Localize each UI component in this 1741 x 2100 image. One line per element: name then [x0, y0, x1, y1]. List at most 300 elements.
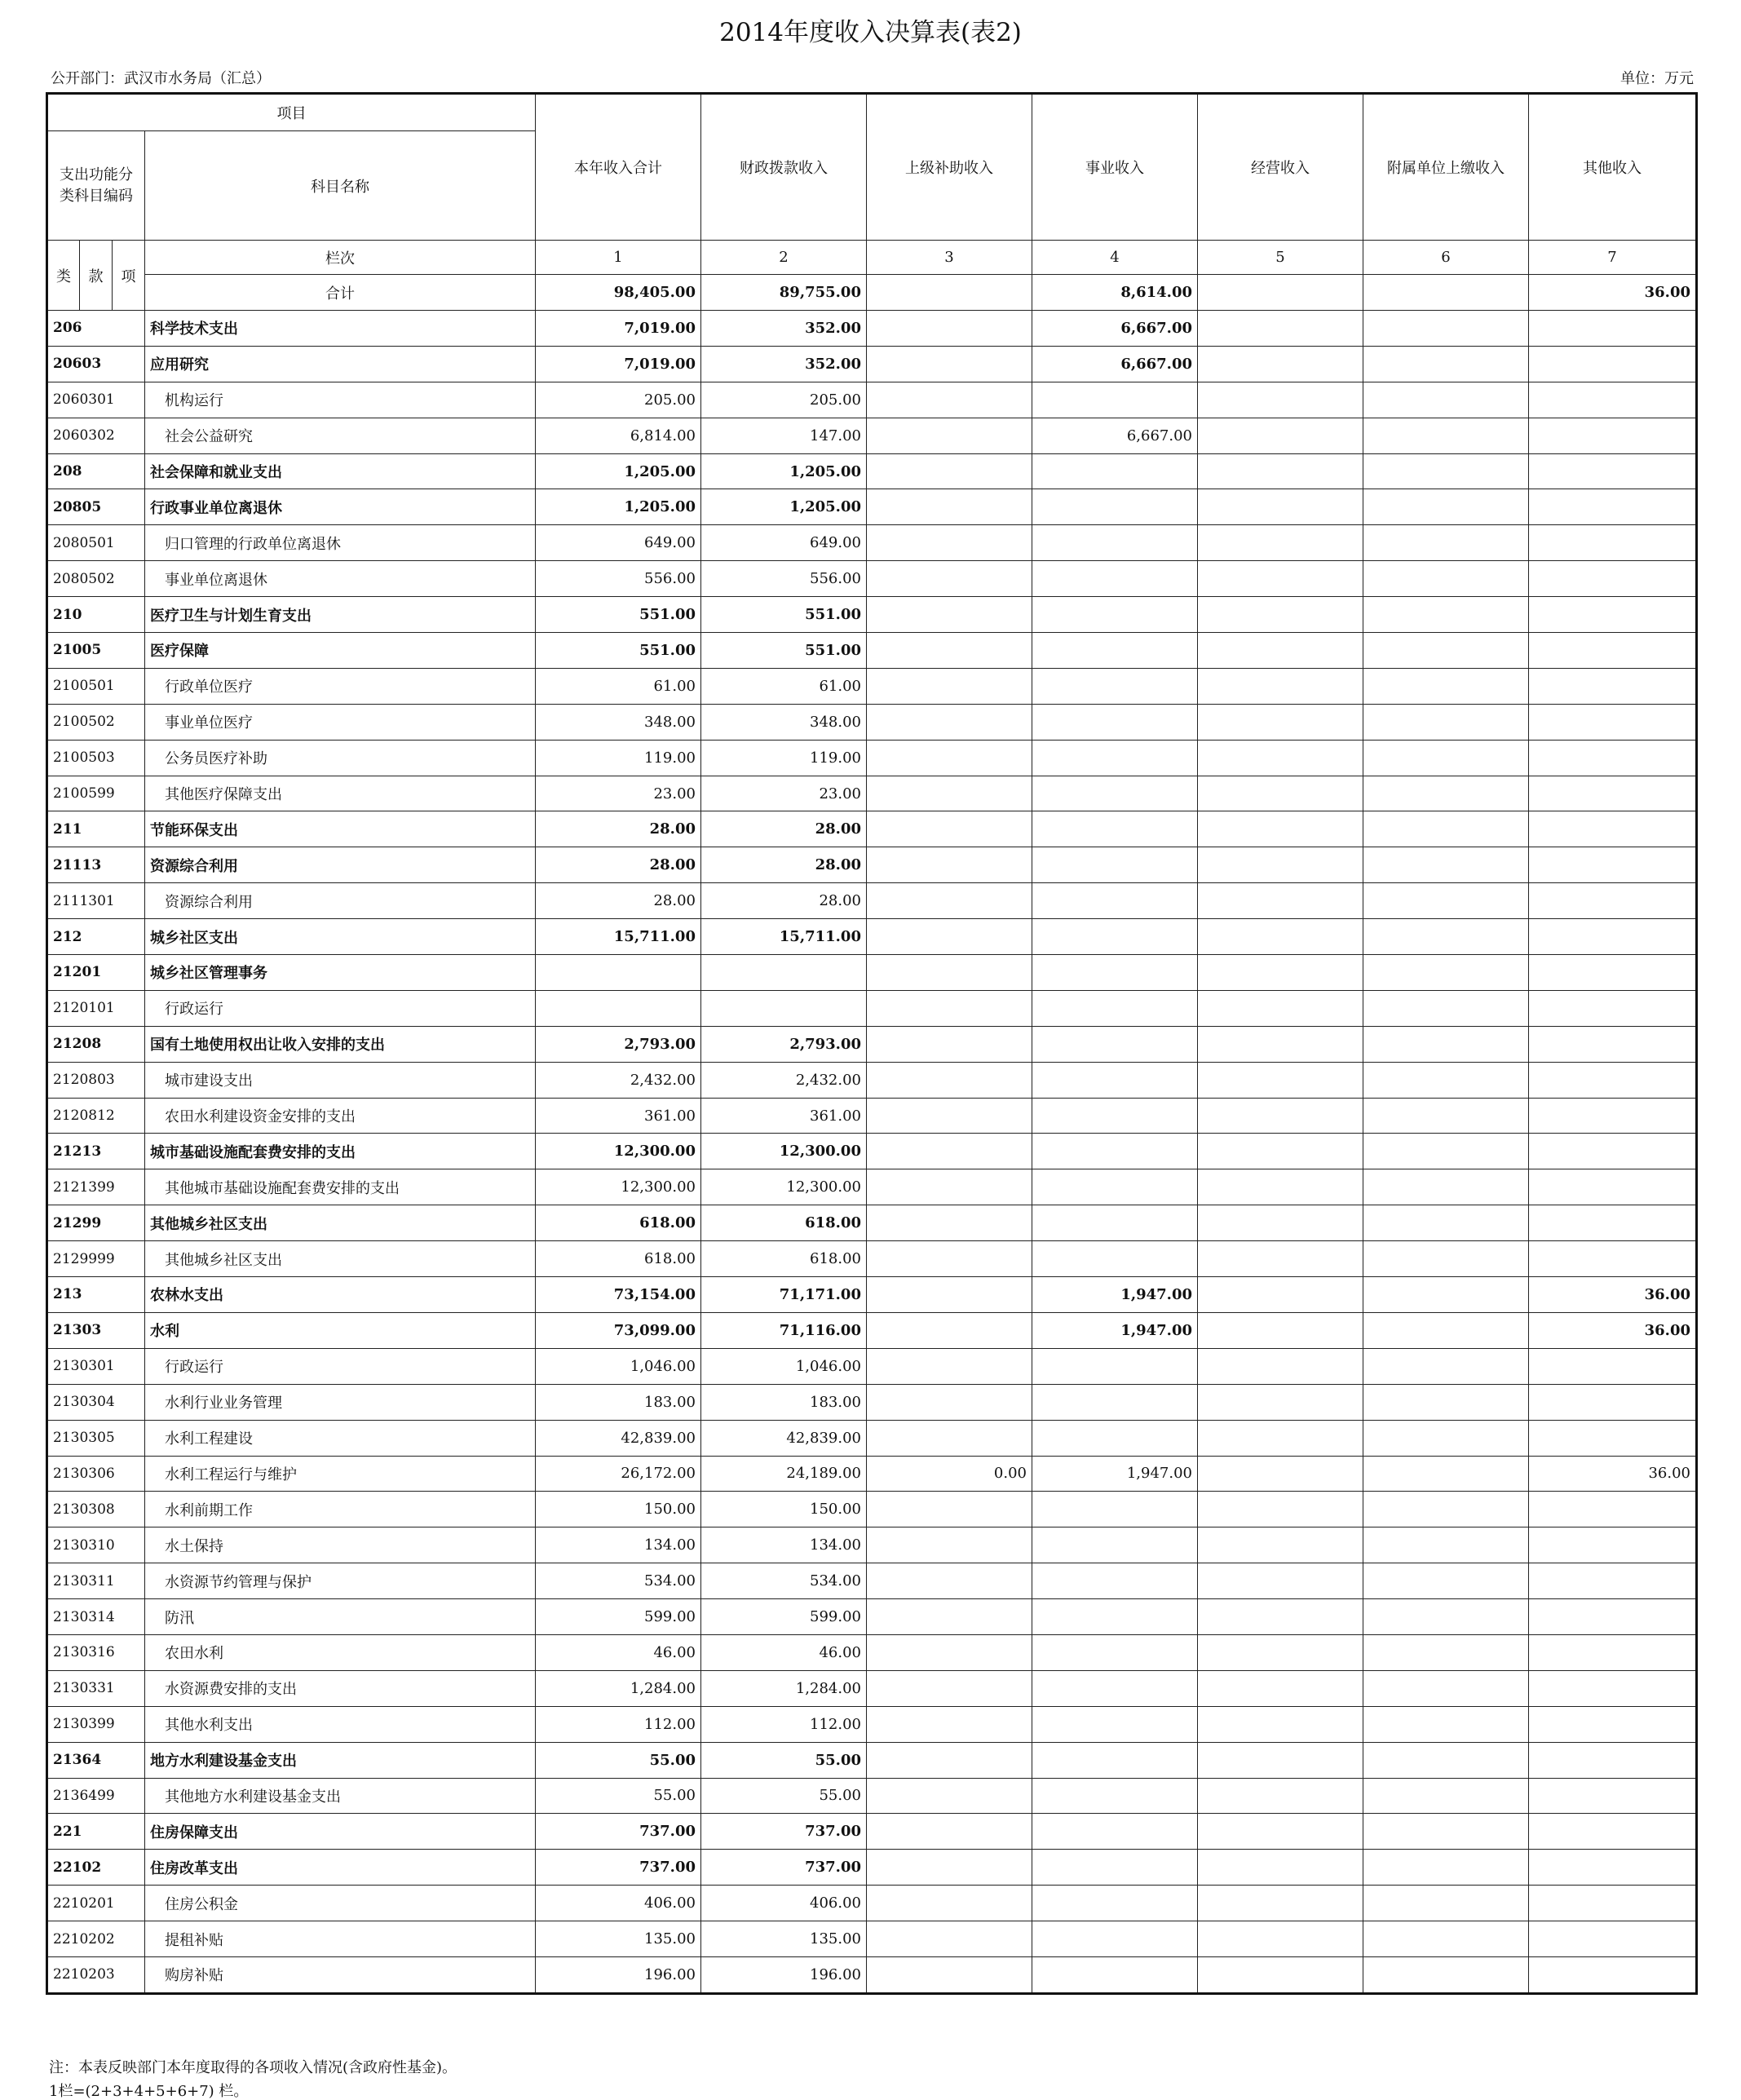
- row-value: [1032, 1169, 1198, 1205]
- table-row: [47, 525, 1697, 561]
- table-row: [47, 1670, 1697, 1706]
- row-code: 21201: [47, 955, 145, 991]
- row-value: [1363, 1348, 1529, 1384]
- unit-label: 单位：万元: [1620, 70, 1694, 87]
- row-value: [867, 489, 1032, 525]
- row-code: 2060301: [47, 382, 145, 418]
- row-value: 26,172.00: [536, 1456, 701, 1492]
- row-code: 2130306: [47, 1456, 145, 1492]
- row-code: 2100599: [47, 776, 145, 811]
- row-value: 73,099.00: [536, 1312, 701, 1348]
- row-value: 1,205.00: [536, 489, 701, 525]
- row-value: 551.00: [701, 633, 867, 669]
- row-value: [1198, 1026, 1363, 1062]
- row-code: 2130316: [47, 1634, 145, 1670]
- row-value: [867, 1348, 1032, 1384]
- row-value: [1198, 1134, 1363, 1169]
- row-value: 12,300.00: [701, 1134, 867, 1169]
- row-name: 其他城乡社区支出: [145, 1241, 536, 1277]
- header-col-2: 财政拨款收入: [701, 94, 867, 241]
- row-value: [1198, 1886, 1363, 1921]
- row-code: 206: [47, 311, 145, 347]
- row-value: 28.00: [536, 883, 701, 919]
- row-value: [1363, 1527, 1529, 1563]
- row-value: [867, 346, 1032, 382]
- header-col-1: 本年收入合计: [536, 94, 701, 241]
- table-row: [47, 1241, 1697, 1277]
- row-value: [1363, 1420, 1529, 1456]
- row-value: 23.00: [701, 776, 867, 811]
- row-value: [1032, 1134, 1198, 1169]
- table-row: [47, 311, 1697, 347]
- row-code: 2111301: [47, 883, 145, 919]
- row-name: 行政单位医疗: [145, 668, 536, 704]
- row-value: 73,154.00: [536, 1277, 701, 1313]
- row-value: [1363, 1134, 1529, 1169]
- row-code: 2130308: [47, 1492, 145, 1527]
- row-name: 城乡社区管理事务: [145, 955, 536, 991]
- table-row: [47, 489, 1697, 525]
- row-name: 事业单位医疗: [145, 704, 536, 740]
- row-value: [1363, 883, 1529, 919]
- row-value: [1529, 1134, 1697, 1169]
- row-name: 地方水利建设基金支出: [145, 1742, 536, 1778]
- header-col-6: 附属单位上缴收入: [1363, 94, 1529, 241]
- table-row: [47, 1062, 1697, 1098]
- row-value: 348.00: [701, 704, 867, 740]
- row-value: 556.00: [536, 561, 701, 597]
- row-value: 61.00: [701, 668, 867, 704]
- row-value: [867, 1277, 1032, 1313]
- row-value: [867, 740, 1032, 776]
- row-value: 649.00: [536, 525, 701, 561]
- table-row: [47, 1098, 1697, 1134]
- row-value: [1198, 1778, 1363, 1814]
- row-value: [1032, 1706, 1198, 1742]
- row-value: 7,019.00: [536, 311, 701, 347]
- row-value: [1529, 1492, 1697, 1527]
- row-value: [536, 955, 701, 991]
- row-code: 2130304: [47, 1384, 145, 1420]
- row-value: 618.00: [701, 1205, 867, 1241]
- table-row: [47, 1420, 1697, 1456]
- row-value: [1363, 668, 1529, 704]
- row-name: 农田水利建设资金安排的支出: [145, 1098, 536, 1134]
- row-value: 649.00: [701, 525, 867, 561]
- row-value: [867, 1241, 1032, 1277]
- row-value: [867, 1742, 1032, 1778]
- row-value: [1363, 1706, 1529, 1742]
- row-code: 211: [47, 811, 145, 847]
- row-name: 医疗卫生与计划生育支出: [145, 597, 536, 633]
- table-row: [47, 847, 1697, 883]
- row-name: 其他水利支出: [145, 1706, 536, 1742]
- row-value: 42,839.00: [701, 1420, 867, 1456]
- table-row: [47, 1850, 1697, 1886]
- row-value: [867, 1312, 1032, 1348]
- row-code: 2130331: [47, 1670, 145, 1706]
- table-row: [47, 1348, 1697, 1384]
- col-no-4: 4: [1032, 241, 1198, 275]
- row-value: [1198, 1563, 1363, 1599]
- row-name: 住房改革支出: [145, 1850, 536, 1886]
- row-value: [1529, 1062, 1697, 1098]
- row-value: [867, 1706, 1032, 1742]
- table-row: [47, 1706, 1697, 1742]
- row-value: [867, 1134, 1032, 1169]
- row-value: [1529, 1706, 1697, 1742]
- row-value: [867, 1956, 1032, 1993]
- row-value: [1529, 1850, 1697, 1886]
- row-value: [1198, 1670, 1363, 1706]
- row-name: 医疗保障: [145, 633, 536, 669]
- row-value: [1032, 1492, 1198, 1527]
- row-name: 城市基础设施配套费安排的支出: [145, 1134, 536, 1169]
- row-value: [1032, 1670, 1198, 1706]
- col-no-3: 3: [867, 241, 1032, 275]
- row-value: 2,432.00: [536, 1062, 701, 1098]
- row-code: 208: [47, 453, 145, 489]
- row-value: [867, 1420, 1032, 1456]
- row-name: 农林水支出: [145, 1277, 536, 1313]
- row-name: 购房补贴: [145, 1956, 536, 1993]
- row-value: [1032, 1599, 1198, 1635]
- row-value: [1032, 1921, 1198, 1957]
- row-value: [1198, 453, 1363, 489]
- row-value: [1363, 1956, 1529, 1993]
- row-value: [1363, 525, 1529, 561]
- row-value: [1363, 1492, 1529, 1527]
- row-value: [1529, 811, 1697, 847]
- row-value: [1198, 1706, 1363, 1742]
- row-value: 36.00: [1529, 1312, 1697, 1348]
- row-value: [867, 1563, 1032, 1599]
- row-value: [1363, 776, 1529, 811]
- row-code: 213: [47, 1277, 145, 1313]
- row-value: 6,667.00: [1032, 346, 1198, 382]
- row-value: [1198, 346, 1363, 382]
- row-value: [1032, 1634, 1198, 1670]
- row-code: 2080502: [47, 561, 145, 597]
- row-value: [1032, 1384, 1198, 1420]
- row-value: [867, 776, 1032, 811]
- row-value: [1032, 1527, 1198, 1563]
- row-value: [1032, 1241, 1198, 1277]
- row-value: [1198, 1420, 1363, 1456]
- row-value: 599.00: [536, 1599, 701, 1635]
- row-value: [867, 1527, 1032, 1563]
- row-value: [867, 1778, 1032, 1814]
- table-row: [47, 1026, 1697, 1062]
- row-value: 23.00: [536, 776, 701, 811]
- col-no-5: 5: [1198, 241, 1363, 275]
- row-name: 行政运行: [145, 990, 536, 1026]
- row-value: [1529, 1026, 1697, 1062]
- row-value: [1032, 1886, 1198, 1921]
- row-value: [1363, 1599, 1529, 1635]
- row-value: [1198, 1850, 1363, 1886]
- row-code: 2130311: [47, 1563, 145, 1599]
- row-value: [1198, 382, 1363, 418]
- row-name: 提租补贴: [145, 1921, 536, 1957]
- row-value: 551.00: [536, 633, 701, 669]
- row-value: [1363, 990, 1529, 1026]
- row-value: 135.00: [536, 1921, 701, 1957]
- table-row: [47, 704, 1697, 740]
- row-code: 2080501: [47, 525, 145, 561]
- row-value: [1529, 1420, 1697, 1456]
- row-value: [1198, 955, 1363, 991]
- department-label: 公开部门：武汉市水务局（汇总）: [51, 70, 271, 87]
- row-value: [867, 1062, 1032, 1098]
- row-value: 46.00: [701, 1634, 867, 1670]
- row-value: [1363, 704, 1529, 740]
- row-name: 其他医疗保障支出: [145, 776, 536, 811]
- row-value: 7,019.00: [536, 346, 701, 382]
- row-code: 221: [47, 1814, 145, 1850]
- row-value: [1198, 311, 1363, 347]
- row-value: [1529, 1921, 1697, 1957]
- row-value: [1032, 382, 1198, 418]
- row-value: [1363, 1886, 1529, 1921]
- row-value: [1198, 704, 1363, 740]
- row-value: [1529, 633, 1697, 669]
- row-value: [1032, 1742, 1198, 1778]
- row-value: [1363, 418, 1529, 453]
- row-value: 61.00: [536, 668, 701, 704]
- table-row: [47, 1277, 1697, 1313]
- row-value: [1529, 1634, 1697, 1670]
- row-code: 2136499: [47, 1778, 145, 1814]
- row-code: 212: [47, 919, 145, 955]
- row-value: [867, 990, 1032, 1026]
- row-value: [867, 1886, 1032, 1921]
- row-code: 21303: [47, 1312, 145, 1348]
- row-value: [1198, 1599, 1363, 1635]
- row-value: [1529, 668, 1697, 704]
- row-value: [1198, 668, 1363, 704]
- row-code: 22102: [47, 1850, 145, 1886]
- row-value: 134.00: [701, 1527, 867, 1563]
- row-value: 618.00: [536, 1205, 701, 1241]
- row-value: [1363, 1169, 1529, 1205]
- row-value: [1363, 633, 1529, 669]
- table-row: [47, 1634, 1697, 1670]
- row-value: [1529, 955, 1697, 991]
- table-row: [47, 1921, 1697, 1957]
- row-name: 资源综合利用: [145, 847, 536, 883]
- row-value: [1363, 1563, 1529, 1599]
- row-value: 1,947.00: [1032, 1312, 1198, 1348]
- row-value: [1529, 1169, 1697, 1205]
- row-value: 134.00: [536, 1527, 701, 1563]
- row-value: 205.00: [536, 382, 701, 418]
- row-value: [1529, 1384, 1697, 1420]
- row-value: 737.00: [536, 1814, 701, 1850]
- row-value: [1032, 990, 1198, 1026]
- row-code: 2130310: [47, 1527, 145, 1563]
- row-value: 71,171.00: [701, 1277, 867, 1313]
- row-name: 社会保障和就业支出: [145, 453, 536, 489]
- row-value: [1363, 1670, 1529, 1706]
- row-code: 2121399: [47, 1169, 145, 1205]
- row-value: [1529, 1670, 1697, 1706]
- row-name: 公务员医疗补助: [145, 740, 536, 776]
- header-item: 项目: [47, 94, 536, 131]
- row-value: [701, 990, 867, 1026]
- row-name: 机构运行: [145, 382, 536, 418]
- row-value: [1363, 1205, 1529, 1241]
- table-row: [47, 1742, 1697, 1778]
- row-value: [1198, 1814, 1363, 1850]
- header-name-label: 科目名称: [145, 131, 536, 241]
- row-value: [1198, 776, 1363, 811]
- row-value: 618.00: [701, 1241, 867, 1277]
- row-name: 住房保障支出: [145, 1814, 536, 1850]
- row-value: 42,839.00: [536, 1420, 701, 1456]
- row-value: [1032, 1850, 1198, 1886]
- table-row: [47, 1134, 1697, 1169]
- row-value: [1529, 704, 1697, 740]
- row-value: [1363, 489, 1529, 525]
- row-value: [867, 561, 1032, 597]
- row-value: [867, 453, 1032, 489]
- row-code: 21213: [47, 1134, 145, 1169]
- row-value: [867, 919, 1032, 955]
- total-value: [1363, 275, 1529, 311]
- table-row: [47, 1886, 1697, 1921]
- row-value: 352.00: [701, 311, 867, 347]
- row-value: 2,432.00: [701, 1062, 867, 1098]
- table-row: [47, 1492, 1697, 1527]
- row-value: [867, 1098, 1032, 1134]
- col-no-2: 2: [701, 241, 867, 275]
- row-value: [1032, 597, 1198, 633]
- row-name: 其他地方水利建设基金支出: [145, 1778, 536, 1814]
- row-value: 737.00: [701, 1850, 867, 1886]
- table-row: [47, 597, 1697, 633]
- row-code: 2210201: [47, 1886, 145, 1921]
- row-value: [536, 990, 701, 1026]
- table-row: [47, 418, 1697, 453]
- row-value: [1529, 1814, 1697, 1850]
- revenue-table: [46, 92, 1698, 1995]
- row-name: 归口管理的行政单位离退休: [145, 525, 536, 561]
- row-value: [867, 1634, 1032, 1670]
- row-value: 2,793.00: [701, 1026, 867, 1062]
- row-value: [867, 382, 1032, 418]
- row-code: 2210203: [47, 1956, 145, 1993]
- row-code: 2130399: [47, 1706, 145, 1742]
- row-value: [1198, 919, 1363, 955]
- row-value: [1198, 597, 1363, 633]
- row-value: 196.00: [536, 1956, 701, 1993]
- row-value: 1,046.00: [536, 1348, 701, 1384]
- row-value: 55.00: [536, 1778, 701, 1814]
- row-code: 21364: [47, 1742, 145, 1778]
- row-value: [1529, 489, 1697, 525]
- row-value: 36.00: [1529, 1277, 1697, 1313]
- row-value: [1032, 847, 1198, 883]
- row-value: 6,667.00: [1032, 311, 1198, 347]
- row-name: 其他城乡社区支出: [145, 1205, 536, 1241]
- row-value: 12,300.00: [536, 1134, 701, 1169]
- row-value: [1363, 1778, 1529, 1814]
- table-row: [47, 1205, 1697, 1241]
- row-value: [1032, 811, 1198, 847]
- row-code: 2100503: [47, 740, 145, 776]
- table-row: [47, 1384, 1697, 1420]
- table-row: [47, 382, 1697, 418]
- row-value: [867, 1670, 1032, 1706]
- row-value: [1529, 1886, 1697, 1921]
- row-value: 2,793.00: [536, 1026, 701, 1062]
- row-code: 21299: [47, 1205, 145, 1241]
- row-code: 20603: [47, 346, 145, 382]
- row-value: 46.00: [536, 1634, 701, 1670]
- row-value: [1198, 1634, 1363, 1670]
- row-value: [1363, 1312, 1529, 1348]
- row-value: 15,711.00: [536, 919, 701, 955]
- row-value: [1198, 1527, 1363, 1563]
- table-row: [47, 1456, 1697, 1492]
- row-value: 183.00: [536, 1384, 701, 1420]
- table-row: [47, 1527, 1697, 1563]
- row-code: 2120812: [47, 1098, 145, 1134]
- col-no-7: 7: [1529, 241, 1697, 275]
- row-value: [1363, 1742, 1529, 1778]
- row-value: [1529, 525, 1697, 561]
- table-row: [47, 776, 1697, 811]
- row-value: [1198, 883, 1363, 919]
- row-name: 应用研究: [145, 346, 536, 382]
- row-value: 112.00: [536, 1706, 701, 1742]
- row-value: 361.00: [536, 1098, 701, 1134]
- row-value: [1363, 346, 1529, 382]
- row-value: [1032, 453, 1198, 489]
- row-value: [867, 1599, 1032, 1635]
- table-row: [47, 919, 1697, 955]
- row-value: 12,300.00: [536, 1169, 701, 1205]
- row-value: [1032, 525, 1198, 561]
- row-value: [1032, 919, 1198, 955]
- row-value: 28.00: [536, 847, 701, 883]
- row-value: [867, 811, 1032, 847]
- row-code: 2210202: [47, 1921, 145, 1957]
- row-value: [1363, 1850, 1529, 1886]
- row-value: [867, 311, 1032, 347]
- row-code: 2130305: [47, 1420, 145, 1456]
- row-value: [1363, 453, 1529, 489]
- row-value: 1,046.00: [701, 1348, 867, 1384]
- row-value: 150.00: [701, 1492, 867, 1527]
- header-col-3: 上级补助收入: [867, 94, 1032, 241]
- row-value: [867, 847, 1032, 883]
- row-value: 119.00: [701, 740, 867, 776]
- row-name: 水资源费安排的支出: [145, 1670, 536, 1706]
- row-name: 农田水利: [145, 1634, 536, 1670]
- row-name: 城乡社区支出: [145, 919, 536, 955]
- row-value: 55.00: [701, 1742, 867, 1778]
- row-value: [1198, 740, 1363, 776]
- row-value: [1198, 418, 1363, 453]
- row-value: [1198, 1312, 1363, 1348]
- row-value: [1529, 990, 1697, 1026]
- row-value: 406.00: [536, 1886, 701, 1921]
- row-value: [1198, 1956, 1363, 1993]
- row-name: 水资源节约管理与保护: [145, 1563, 536, 1599]
- table-row: [47, 1169, 1697, 1205]
